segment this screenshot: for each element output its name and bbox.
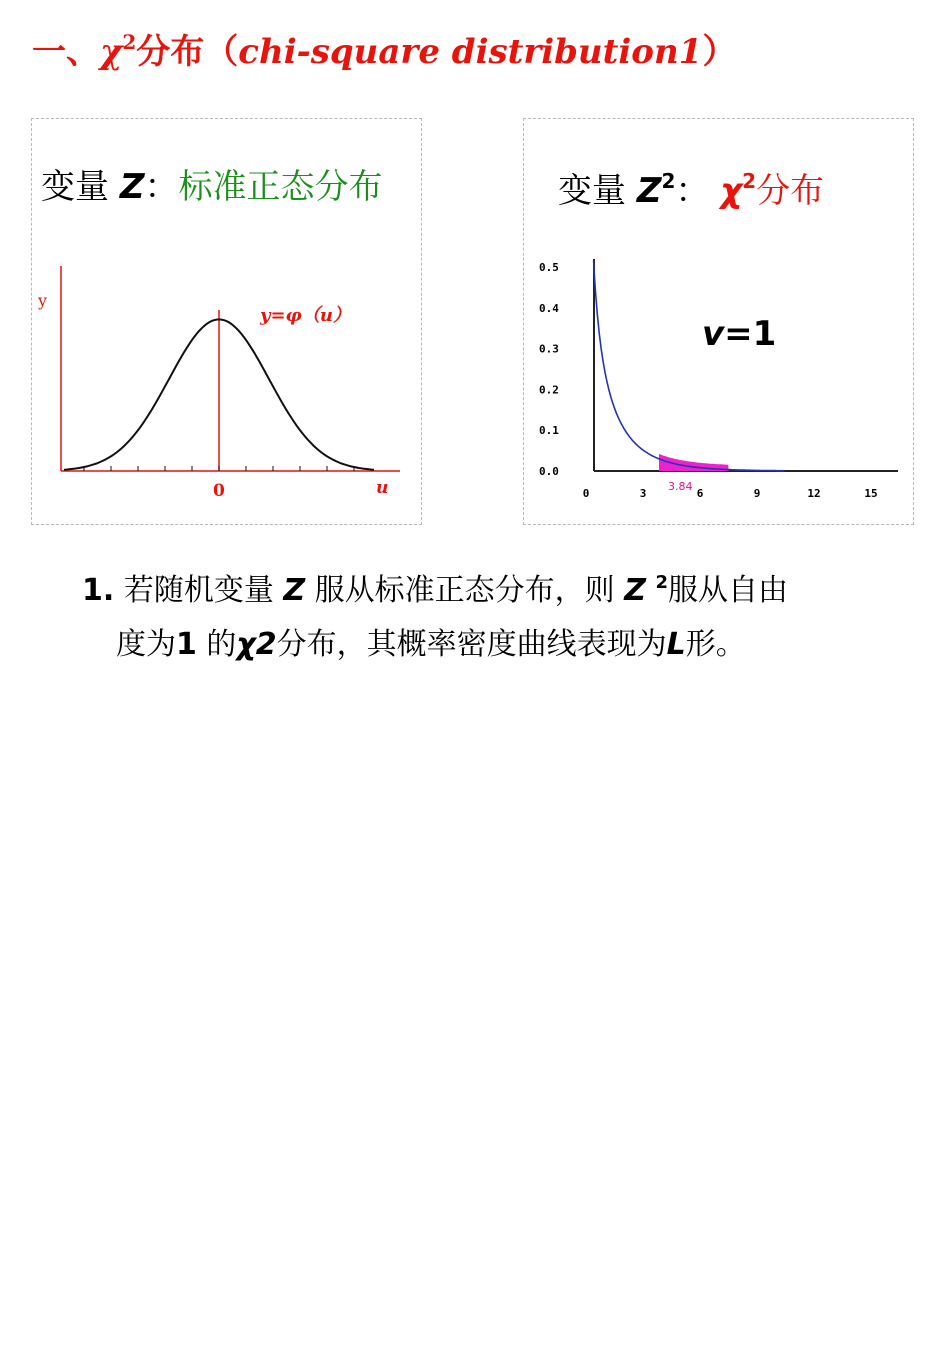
x-tick-label: 6	[696, 487, 704, 500]
page-title: 一、$\chi^2$分布（chi-square distribution1）	[32, 30, 737, 72]
normal-curve-chart	[32, 119, 421, 524]
y-tick-label: 0.4	[539, 301, 559, 315]
curve-label: y=φ（u）	[260, 305, 351, 326]
y-tick-label: 0.1	[539, 424, 559, 438]
y-tick-label: 0.2	[539, 383, 559, 397]
normal-distribution-panel	[31, 118, 422, 525]
y-tick-label: 0.0	[539, 465, 559, 478]
df-annotation: v=1	[702, 314, 777, 354]
normal-caption: 变量 Z：标准正态分布	[41, 167, 383, 207]
u-axis-label: u	[376, 478, 389, 498]
chi-caption: 变量 $Z^2$： $\chi^2$分布	[558, 169, 825, 211]
critical-value-label: 3.84	[668, 480, 693, 493]
x-tick-label: 0	[582, 487, 590, 500]
explanation-paragraph: 1. 若随机变量 Z 服从标准正态分布，则 Z $^2$服从自由 度为1 的χ2分布，其概率密度曲线表现为L形。	[82, 572, 789, 662]
chi-square-curve	[594, 260, 785, 470]
x-tick-label: 3	[639, 487, 647, 500]
x-tick-label: 12	[807, 487, 821, 500]
x-tick-label: 15	[864, 487, 878, 500]
chi-square-chart	[524, 119, 913, 524]
y-tick-label: 0.3	[539, 342, 559, 356]
y-tick-label: 0.5	[539, 261, 559, 274]
chi-square-panel	[523, 118, 914, 525]
x-tick-label: 9	[753, 487, 761, 500]
y-axis-label: y	[38, 291, 48, 310]
zero-label: 0	[213, 481, 225, 501]
